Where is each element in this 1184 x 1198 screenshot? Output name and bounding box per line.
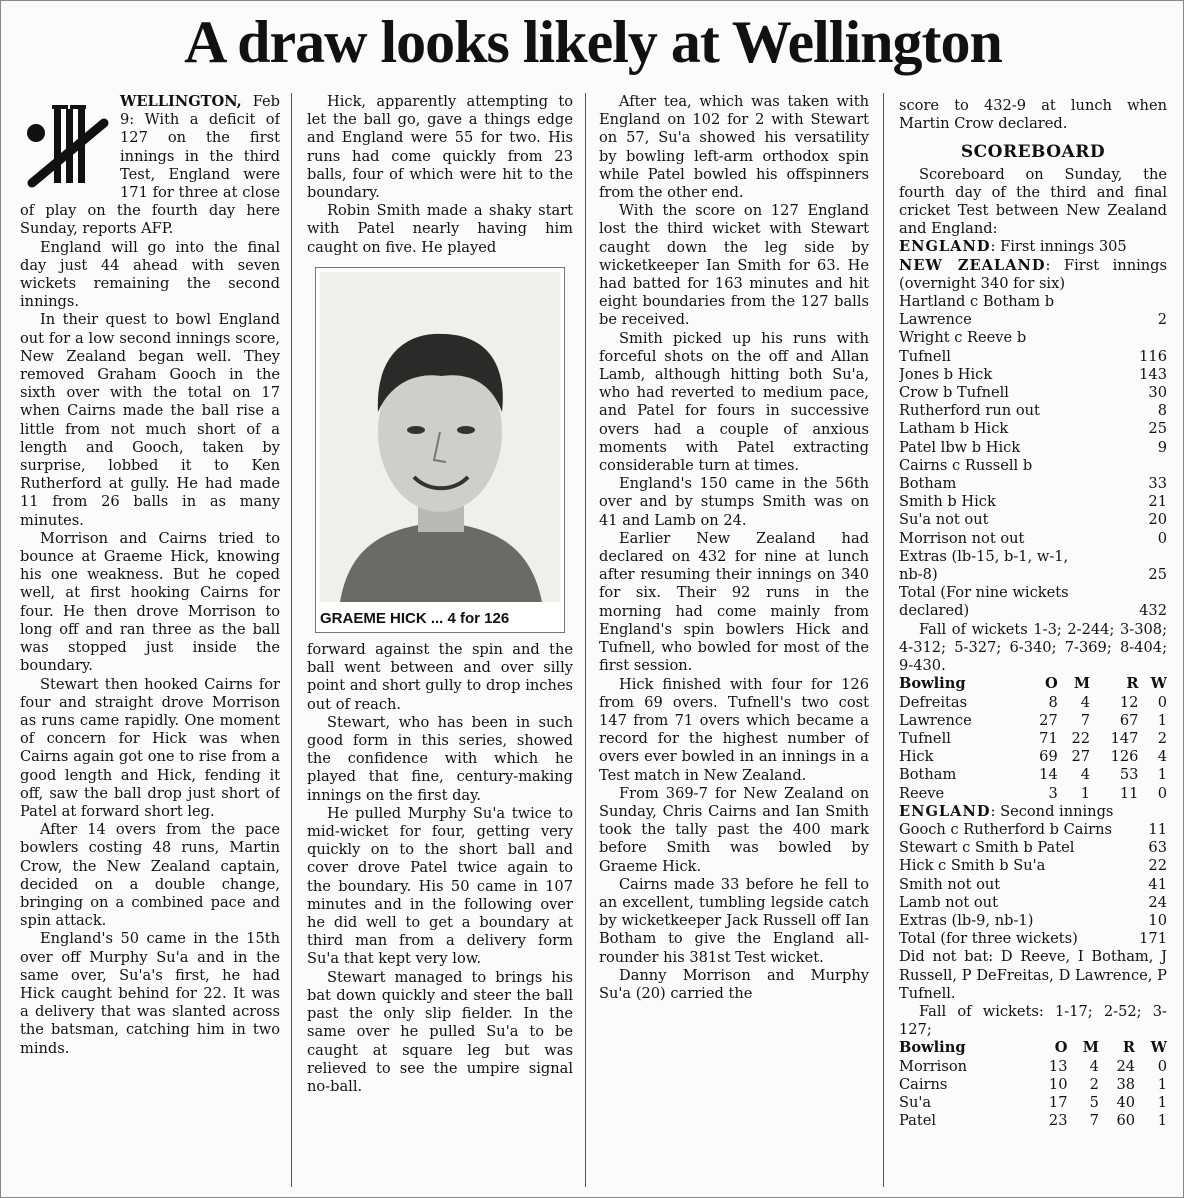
bowling-row	[899, 730, 1167, 748]
batting-line	[899, 894, 1167, 912]
paragraph: From 369-7 for New Zealand on Sunday, Chris Cairns and Ian Smith took the tally past the 400 mark before Smith was bowled by Graeme Hick.	[599, 784, 869, 875]
bowling-figure: 4	[1080, 766, 1091, 784]
bowling-figure: 22	[1071, 729, 1091, 747]
bowling-figure: 2	[1157, 729, 1167, 747]
runs: 21	[1148, 493, 1167, 511]
batter-entry: Lamb not out	[899, 893, 998, 911]
batter-entry: Crow b Tufnell	[899, 384, 1009, 402]
bowling-header-cell: O	[1054, 1039, 1068, 1057]
bowling-figure: 147	[1110, 729, 1139, 747]
bowler-name: Hick	[899, 748, 934, 766]
paragraph: Stewart managed to brings his bat down quickly and steer the ball past the only slip fielder. In the same over he pulled Su'a to be caught at square leg but was relieved to see the umpire signal no-ball.	[307, 968, 573, 1095]
paragraph: After 14 overs from the pace bowlers costing 48 runs, Martin Crow, the New Zealand captain, decided on a double change, bringing on a combined pace and spin attack.	[20, 821, 280, 930]
portrait-image	[320, 272, 560, 602]
runs: 9	[1157, 438, 1167, 456]
paragraph: Morrison and Cairns tried to bounce at Graeme Hick, knowing his one weakness. But he coped well, at first hooking Cairns for four. He then drove Morrison to long off and ran three as the ball was stopped just inside the boundary.	[20, 529, 280, 675]
runs: 30	[1148, 384, 1167, 402]
batting-line	[899, 402, 1167, 420]
bowling-figure: 11	[1119, 784, 1139, 802]
scoreboard-intro: Scoreboard on Sunday, the fourth day of the third and final cricket Test between New Zealand and England:	[899, 165, 1167, 238]
bowling-header-cell: M	[1082, 1039, 1099, 1057]
bowling-header-cell: W	[1150, 675, 1167, 693]
paragraph: Hick, apparently attempting to let the ball go, gave a things edge and England were 55 for two. His runs had come quickly from 23 balls, four of which were hit to the boundary.	[307, 93, 573, 202]
batting-line	[899, 475, 1167, 493]
batter-entry: Extras (lb-15, b-1, w-1,	[899, 547, 1069, 565]
bowling-figure: 7	[1089, 1112, 1099, 1130]
batter-entry: Extras (lb-9, nb-1)	[899, 911, 1034, 929]
continuation-paragraph: score to 432-9 at lunch when Martin Crow declared.	[899, 97, 1167, 133]
england-second-innings-text: : Second innings	[990, 802, 1114, 820]
bowling-header-row	[899, 1039, 1167, 1057]
batter-entry: Hick c Smith b Su'a	[899, 857, 1046, 875]
bowling-figure: 10	[1048, 1075, 1068, 1093]
batter-entry: Hartland c Botham b	[899, 293, 1055, 311]
paragraph: Smith picked up his runs with forceful shots on the off and Allan Lamb, although hitting both Su'a, who had reverted to medium pace, and Patel for fours in successive overs had a couple of anxious moments with Patel extracting considerable turn at times.	[599, 329, 869, 475]
article-column-3	[599, 93, 869, 1191]
bowling-row	[899, 712, 1167, 730]
runs: 171	[1139, 930, 1167, 948]
batter-entry: Jones b Hick	[899, 365, 993, 383]
paragraph: Cairns made 33 before he fell to an excellent, tumbling legside catch by wicketkeeper Jack Russell off Ian Botham to give the England all-rounder his 381st Test wicket.	[599, 875, 869, 966]
bowler-name: Reeve	[899, 784, 945, 802]
runs: 0	[1157, 529, 1167, 547]
bowling-figure: 60	[1116, 1112, 1136, 1130]
bowler-name: Botham	[899, 766, 957, 784]
batting-line	[899, 420, 1167, 438]
runs: 10	[1148, 911, 1167, 929]
batting-line	[899, 311, 1167, 329]
column-rule	[291, 93, 292, 1187]
bowling-figure: 1	[1157, 1093, 1167, 1111]
batter-entry: Total (for three wickets)	[899, 930, 1078, 948]
runs: 116	[1139, 347, 1167, 365]
england-batting-list	[899, 821, 1167, 948]
runs: 24	[1148, 893, 1167, 911]
runs: 25	[1148, 566, 1167, 584]
batter-entry: declared)	[899, 602, 970, 620]
bowling-row	[899, 785, 1167, 803]
paragraph: Robin Smith made a shaky start with Patel nearly having him caught on five. He played	[307, 202, 573, 256]
bowling-figure: 67	[1119, 711, 1139, 729]
batter-entry: Su'a not out	[899, 511, 989, 529]
lead-paragraph: Feb 9: With a deficit of 127 on the first innings in the third Test, England were 171 for three at close of play on the fourth day here Sunday, reports AFP.	[20, 93, 280, 238]
batting-line	[899, 293, 1167, 311]
runs: 25	[1148, 420, 1167, 438]
bowler-name: Patel	[899, 1112, 937, 1130]
bowling-figure: 4	[1080, 693, 1091, 711]
bowling-figure: 1	[1080, 784, 1091, 802]
batter-entry: Tufnell	[899, 347, 951, 365]
batter-entry: Smith not out	[899, 875, 1001, 893]
nz-fall-of-wickets: Fall of wickets 1-3; 2-244; 3-308; 4-312; 5-327; 6-340; 7-369; 8-404; 9-430.	[899, 620, 1167, 675]
photo-frame	[315, 267, 565, 633]
bowler-name: Cairns	[899, 1075, 948, 1093]
dateline: WELLINGTON,	[120, 93, 242, 110]
nz-batting-list	[899, 293, 1167, 621]
bowling-figure: 0	[1157, 1057, 1167, 1075]
batting-line	[899, 329, 1167, 347]
did-not-bat: Did not bat: D Reeve, I Botham, J Russell, P DeFreitas, D Lawrence, P Tufnell.	[899, 948, 1167, 1002]
bowler-name: Lawrence	[899, 711, 972, 729]
bowling-figure: 69	[1039, 748, 1058, 766]
batting-line	[899, 602, 1167, 620]
batting-line	[899, 457, 1167, 475]
bowling-figure: 53	[1119, 766, 1139, 784]
bowling-figure: 0	[1157, 693, 1167, 711]
bowling-header-cell: R	[1126, 675, 1139, 693]
paragraph: Stewart, who has been in such good form in this series, showed the confidence with which he played that fine, century-making innings on the first day.	[307, 713, 573, 804]
runs: 20	[1148, 511, 1167, 529]
batting-line	[899, 366, 1167, 384]
bowling-figure: 5	[1089, 1093, 1099, 1111]
bowling-figure: 71	[1039, 729, 1058, 747]
bowling-figure: 1	[1157, 1075, 1167, 1093]
bowling-header-cell: Bowling	[899, 1039, 966, 1057]
bowling-figure: 1	[1157, 766, 1167, 784]
bowler-name: Defreitas	[899, 693, 968, 711]
new-zealand-bowling-table	[899, 1039, 1167, 1130]
paragraph: Earlier New Zealand had declared on 432 for nine at lunch after resuming their innings on 340 for six. Their 92 runs in the morning had come mainly from England's spin bowlers Hick and Tufnell, who bowled for most of the first session.	[599, 529, 869, 675]
batting-line	[899, 530, 1167, 548]
batting-line	[899, 876, 1167, 894]
bowling-row	[899, 748, 1167, 766]
runs: 63	[1148, 839, 1167, 857]
runs	[1161, 548, 1167, 566]
runs	[1161, 293, 1167, 311]
paragraph: England's 150 came in the 56th over and by stumps Smith was on 41 and Lamb on 24.	[599, 475, 869, 529]
bowling-figure: 17	[1048, 1093, 1068, 1111]
bowling-figure: 27	[1039, 711, 1058, 729]
bowling-figure: 13	[1048, 1057, 1068, 1075]
batting-line	[899, 511, 1167, 529]
photo-caption: GRAEME HICK ... 4 for 126	[320, 609, 510, 627]
paragraph: forward against the spin and the ball went between and over silly point and short gully to drop inches out of reach.	[307, 641, 573, 713]
bowling-header-cell: O	[1045, 675, 1058, 693]
runs	[1161, 329, 1167, 347]
batter-entry: Wright c Reeve b	[899, 329, 1027, 347]
bowling-header-cell: M	[1073, 675, 1091, 693]
batter-entry: Gooch c Rutherford b Cairns	[899, 820, 1113, 838]
new-zealand-innings-label: NEW ZEALAND	[899, 256, 1046, 274]
bowling-figure: 12	[1119, 693, 1139, 711]
bowling-figure: 0	[1157, 784, 1167, 802]
england-first-innings-score: : First innings 305	[990, 238, 1127, 256]
bowler-name: Su'a	[899, 1093, 932, 1111]
batter-entry: Patel lbw b Hick	[899, 438, 1021, 456]
bowling-row	[899, 1094, 1167, 1112]
batter-entry: Lawrence	[899, 311, 972, 329]
bowling-figure: 7	[1080, 711, 1091, 729]
bowling-row	[899, 694, 1167, 712]
bowling-figure: 126	[1110, 748, 1139, 766]
batter-entry: Total (For nine wickets	[899, 584, 1069, 602]
scoreboard-column	[899, 97, 1167, 1191]
england-second-innings-label: ENGLAND	[899, 802, 991, 820]
batting-line	[899, 839, 1167, 857]
scoreboard-heading: SCOREBOARD	[960, 142, 1106, 163]
bowling-header-cell: Bowling	[899, 675, 966, 693]
column-rule	[585, 93, 586, 1187]
runs: 143	[1139, 365, 1167, 383]
runs: 8	[1157, 402, 1167, 420]
bowling-row	[899, 1112, 1167, 1130]
bowling-figure: 1	[1157, 1112, 1167, 1130]
bowling-figure: 27	[1071, 748, 1091, 766]
england-fall-of-wickets: Fall of wickets: 1-17; 2-52; 3-127;	[899, 1002, 1167, 1039]
bowler-name: Morrison	[899, 1057, 968, 1075]
batting-line	[899, 857, 1167, 875]
headline: A draw looks likely at Wellington	[184, 9, 1002, 75]
england-first-innings-label: ENGLAND	[899, 238, 991, 256]
bowling-header-row	[899, 675, 1167, 693]
bowling-row	[899, 766, 1167, 784]
batter-entry: Rutherford run out	[899, 402, 1040, 420]
column-rule	[883, 93, 884, 1187]
bowling-row	[899, 1058, 1167, 1076]
bowling-figure: 1	[1157, 711, 1167, 729]
batting-line	[899, 930, 1167, 948]
runs: 11	[1148, 820, 1167, 838]
bowling-row	[899, 1076, 1167, 1094]
batting-line	[899, 912, 1167, 930]
batting-line	[899, 384, 1167, 402]
runs: 41	[1148, 875, 1167, 893]
runs	[1161, 584, 1167, 602]
portrait-photo	[320, 272, 560, 602]
runs: 33	[1148, 475, 1167, 493]
article-column-1	[20, 93, 280, 1191]
batter-entry: Smith b Hick	[899, 493, 996, 511]
new-zealand-innings-text: : First innings (overnight 340 for six)	[899, 256, 1167, 292]
bowling-figure: 23	[1048, 1112, 1068, 1130]
batter-entry: Latham b Hick	[899, 420, 1009, 438]
paragraph: England will go into the final day just 44 ahead with seven wickets remaining the second innings.	[20, 238, 280, 311]
bowling-figure: 40	[1116, 1093, 1136, 1111]
runs	[1161, 457, 1167, 475]
bowling-figure: 14	[1039, 766, 1058, 784]
batting-line	[899, 584, 1167, 602]
bowling-figure: 24	[1116, 1057, 1136, 1075]
batting-line	[899, 821, 1167, 839]
article-column-2	[307, 93, 573, 1191]
bowling-figure: 38	[1116, 1075, 1136, 1093]
batting-line	[899, 548, 1167, 566]
paragraph: Stewart then hooked Cairns for four and straight drove Morrison as runs came rapidly. One moment of concern for Hick was when Cairns again got one to rise from a good length and Hick, fending it off, saw the ball drop just short of Patel at forward short leg.	[20, 675, 280, 820]
batter-entry: Botham	[899, 475, 957, 493]
bowling-header-cell: W	[1150, 1039, 1167, 1057]
runs: 432	[1139, 602, 1167, 620]
bowling-figure: 2	[1089, 1075, 1099, 1093]
cricket-wicket-bat-icon	[20, 99, 112, 191]
batting-line	[899, 566, 1167, 584]
batter-entry: Morrison not out	[899, 529, 1025, 547]
runs: 2	[1157, 311, 1167, 329]
runs: 22	[1148, 857, 1167, 875]
paragraph: After tea, which was taken with England on 102 for 2 with Stewart on 57, Su'a showed his versatility by bowling left-arm orthodox spin while Patel bowled his offspinners from the other end.	[599, 93, 869, 202]
paragraph: He pulled Murphy Su'a twice to mid-wicket for four, getting very quickly on to the short ball and cover drove Patel twice again to the boundary. His 50 came in 107 minutes and in the following over he did well to get a boundary at third man from a delivery form Su'a that kept very low.	[307, 804, 573, 968]
batting-line	[899, 493, 1167, 511]
paragraph: Danny Morrison and Murphy Su'a (20) carried the	[599, 966, 869, 1002]
paragraph: In their quest to bowl England out for a low second innings score, New Zealand began well. They removed Graham Gooch in the sixth over with the total on 17 when Cairns made the ball rise a little from not much short of a length and Gooch, taken by surprise, lobbed it to Ken Rutherford at gully. He had made 11 from 26 balls in as many minutes.	[20, 311, 280, 529]
paragraph: England's 50 came in the 15th over off Murphy Su'a and in the same over, Su'a's first, he had Hick caught behind for 22. It was a delivery that was slanted across the batsman, catching him in two minds.	[20, 930, 280, 1057]
bowling-header-cell: R	[1122, 1039, 1136, 1057]
batter-entry: nb-8)	[899, 566, 938, 584]
paragraph: Hick finished with four for 126 from 69 overs. Tufnell's two cost 147 from 71 overs which became a record for the highest number of overs ever bowled in an innings in a Test match in New Zealand.	[599, 675, 869, 784]
bowling-figure: 4	[1089, 1057, 1099, 1075]
bowling-figure: 4	[1157, 748, 1167, 766]
batter-entry: Cairns c Russell b	[899, 456, 1033, 474]
bowling-figure: 8	[1048, 693, 1058, 711]
bowler-name: Tufnell	[899, 729, 951, 747]
batting-line	[899, 439, 1167, 457]
batter-entry: Stewart c Smith b Patel	[899, 839, 1075, 857]
bowling-figure: 3	[1048, 784, 1058, 802]
batting-line	[899, 348, 1167, 366]
england-bowling-table	[899, 675, 1167, 802]
paragraph: With the score on 127 England lost the third wicket with Stewart caught down the leg side by wicketkeeper Ian Smith for 63. He had batted for 163 minutes and hit eight boundaries from the 127 balls be received.	[599, 202, 869, 329]
